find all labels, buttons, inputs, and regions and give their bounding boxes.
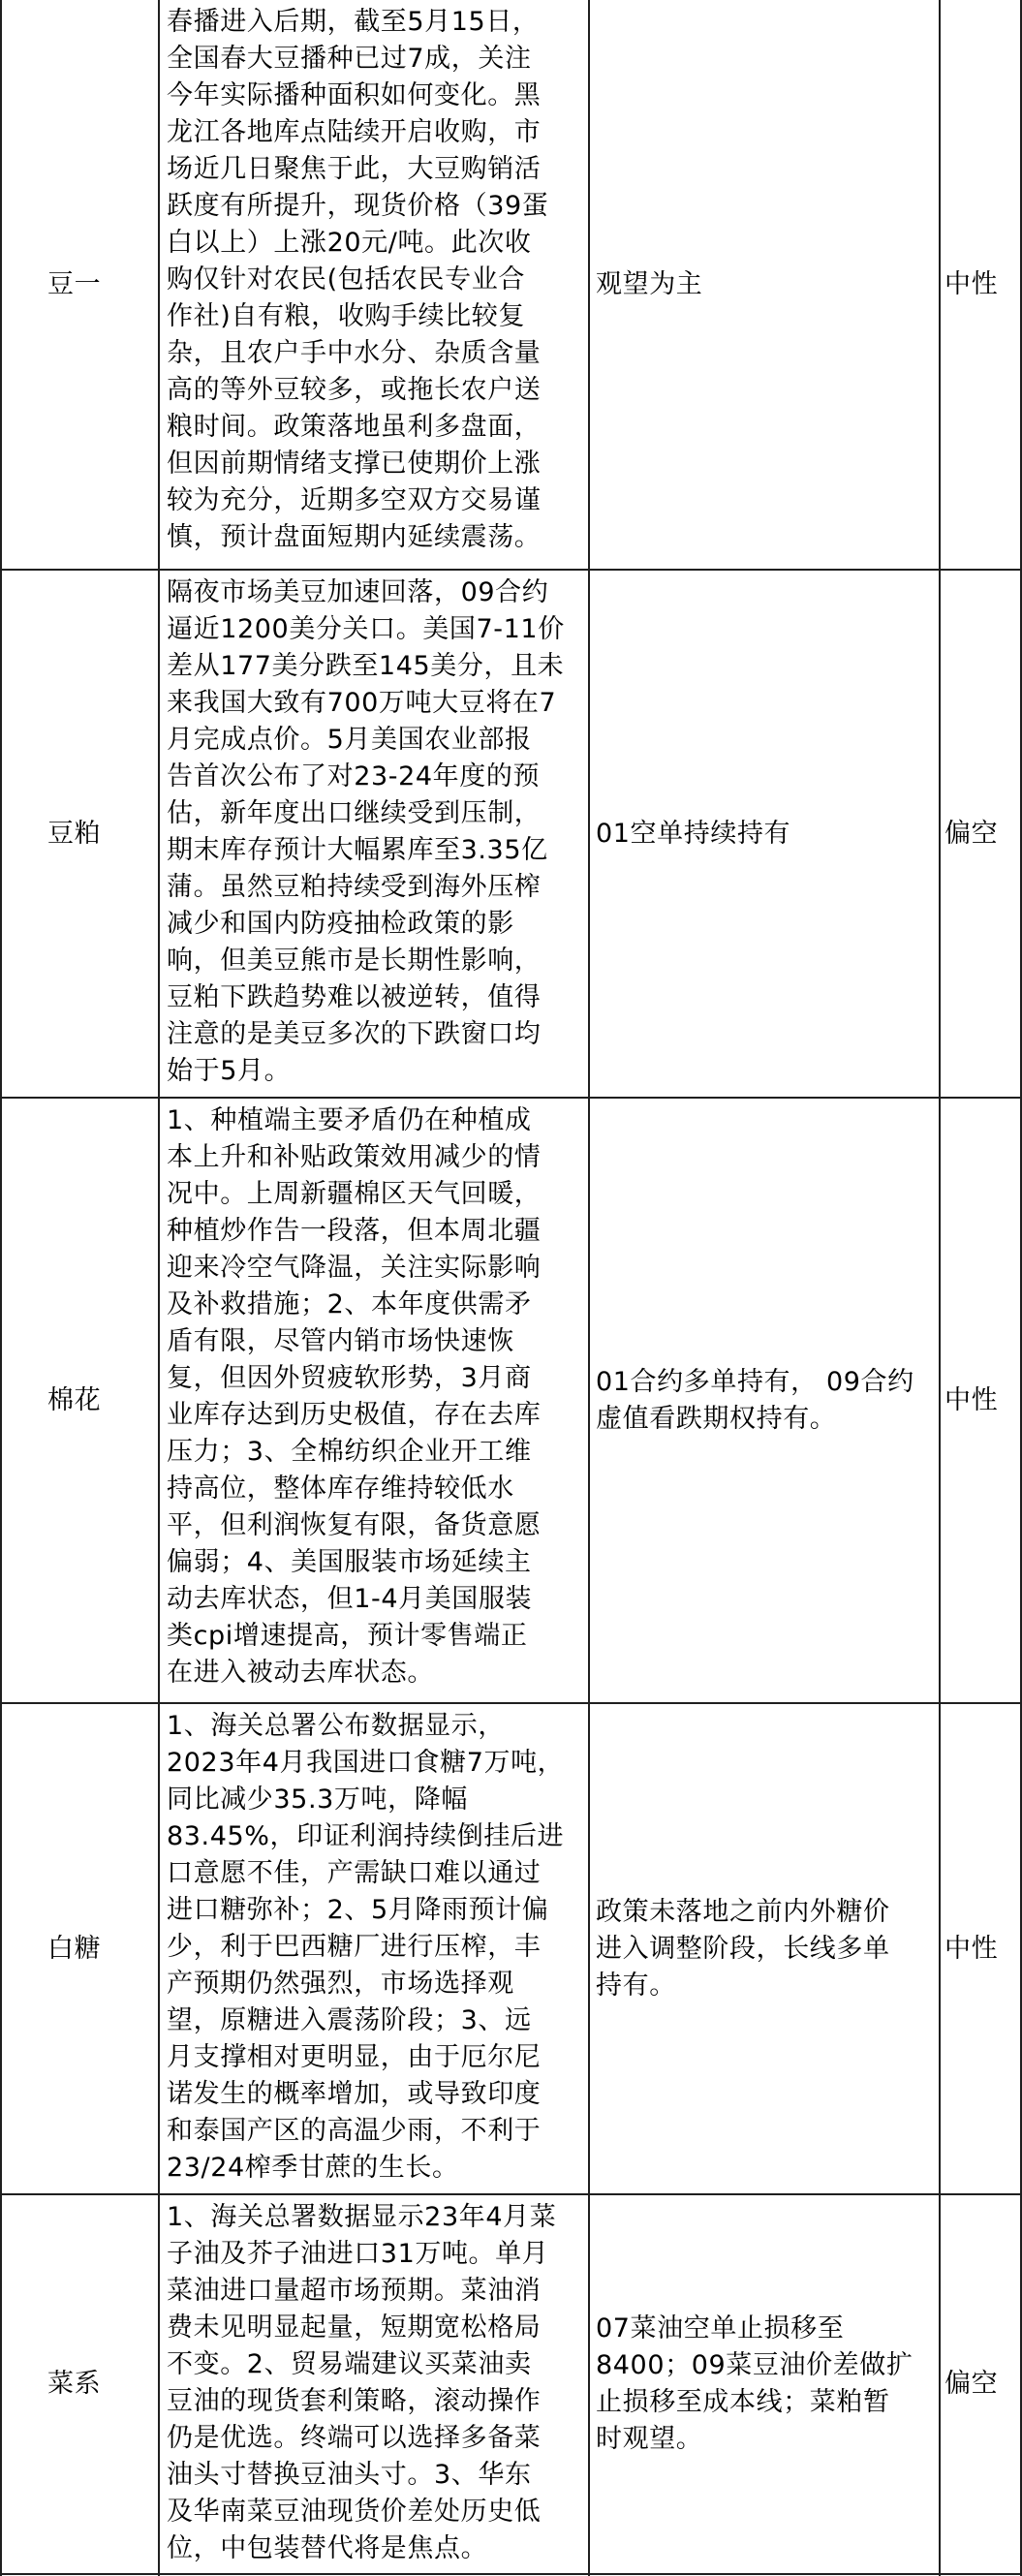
market-view: 偏空: [945, 818, 999, 849]
analysis-cell: [160, 2195, 588, 2573]
commodity-name: 棉花: [47, 1384, 102, 1415]
market-view: 中性: [945, 1933, 999, 1964]
commodity-name: 豆一: [47, 268, 102, 299]
view-cell: [941, 2195, 1020, 2573]
analysis-cell: [160, 1704, 588, 2193]
commodity-name-cell: [2, 1704, 158, 2193]
view-cell: [941, 571, 1020, 1097]
table-row: [0, 2195, 1022, 2573]
view-cell: [941, 1704, 1020, 2193]
analysis-text: 隔夜市场美豆加速回落，09合约 逼近1200美分关口。美国7-11价 差从177美分跌至145美分，且未 来我国大致有700万吨大豆将在7 月完成点价。5月美国农业部报 告首次公布了对23-24年度的预 估，新年度出口继续受到压制， 期末库存预计大幅累库至3.35亿 蒲。虽然豆粕持续受到海外压榨 减少和国内防疫抽检政策的影 响，但美豆熊市是长期性影响， 豆粕下跌趋势难以被逆转，值得 注意的是美豆多次的下跌窗口均 始于5月。: [167, 577, 565, 1086]
analysis-cell: [160, 571, 588, 1097]
commodity-name-cell: [2, 2195, 158, 2573]
commodity-name: 白糖: [47, 1933, 102, 1964]
analysis-text: 1、海关总署公布数据显示， 2023年4月我国进口食糖7万吨， 同比减少35.3万吨，降幅 83.45%，印证利润持续倒挂后进 口意愿不佳，产需缺口难以通过 进口糖弥补；2、5月降雨预计偏 少，利于巴西糖厂进行压榨，丰 产预期仍然强烈，市场选择观 望，原糖进入震荡阶段；3、远 月支撑相对更明显，由于厄尔尼 诺发生的概率增加，或导致印度 和泰国产区的高温少雨，不利于 23/24榨季甘蔗的生长。: [167, 1711, 565, 2183]
market-view: 中性: [945, 1384, 999, 1415]
strategy-text: 观望为主: [596, 268, 703, 299]
view-cell: [941, 0, 1020, 569]
table-row: [0, 1704, 1022, 2193]
commodity-name: 豆粕: [47, 818, 102, 849]
table-row: [0, 571, 1022, 1097]
analysis-cell: [160, 0, 588, 569]
analysis-text: 1、种植端主要矛盾仍在种植成 本上升和补贴政策效用减少的情 况中。上周新疆棉区天气回暖， 种植炒作告一段落，但本周北疆 迎来冷空气降温，关注实际影响 及补救措施；2、本年度供需矛 盾有限，尽管内销市场快速恢 复，但因外贸疲软形势，3月商 业库存达到历史极值，存在去库 压力；3、全棉纺织企业开工维 持高位，整体库存维持较低水 平，但利润恢复有限，备货意愿 偏弱；4、美国服装市场延续主 动去库状态，但1-4月美国服装 类cpi增速提高，预计零售端正 在进入被动去库状态。: [167, 1105, 542, 1688]
strategy-text: 07菜油空单止损移至 8400；09菜豆油价差做扩 止损移至成本线；菜粕暂 时观望。: [596, 2313, 914, 2454]
strategy-text: 01合约多单持有， 09合约 虚值看跌期权持有。: [596, 1366, 914, 1434]
strategy-cell: [590, 2195, 939, 2573]
strategy-cell: [590, 571, 939, 1097]
strategy-text: 01空单持续持有: [596, 818, 791, 849]
market-view: 偏空: [945, 2369, 999, 2399]
commodity-name-cell: [2, 571, 158, 1097]
strategy-cell: [590, 0, 939, 569]
table-row: [0, 0, 1022, 569]
commodity-name: 菜系: [47, 2369, 102, 2399]
commodity-name-cell: [2, 0, 158, 569]
analysis-text: 1、海关总署数据显示23年4月菜 子油及芥子油进口31万吨。单月 菜油进口量超市场预期。菜油消 费未见明显起量，短期宽松格局 不变。2、贸易端建议买菜油卖 豆油的现货套利策略，滚动操作 仍是优选。终端可以选择多备菜 油头寸替换豆油头寸。3、华东 及华南菜豆油现货价差处历史低 位，中包装替代将是焦点。: [167, 2202, 557, 2563]
table-row: [0, 1099, 1022, 1702]
strategy-cell: [590, 1099, 939, 1702]
row-divider: [0, 2573, 1022, 2575]
strategy-text: 政策未落地之前内外糖价 进入调整阶段，长线多单 持有。: [596, 1896, 890, 2001]
analysis-cell: [160, 1099, 588, 1702]
commodity-name-cell: [2, 1099, 158, 1702]
view-cell: [941, 1099, 1020, 1702]
strategy-cell: [590, 1704, 939, 2193]
analysis-text: 春播进入后期，截至5月15日， 全国春大豆播种已过7成，关注 今年实际播种面积如何变化。黑 龙江各地库点陆续开启收购，市 场近几日聚焦于此，大豆购销活 跃度有所提升，现货价格（39蛋 白以上）上涨20元/吨。此次收 购仅针对农民(包括农民专业合 作社)自有粮，收购手续比较复 杂，且农户手中水分、杂质含量 高的等外豆较多，或拖长农户送 粮时间。政策落地虽利多盘面， 但因前期情绪支撑已使期价上涨 较为充分，近期多空双方交易谨 慎，预计盘面短期内延续震荡。: [167, 7, 549, 552]
market-view: 中性: [945, 268, 999, 299]
